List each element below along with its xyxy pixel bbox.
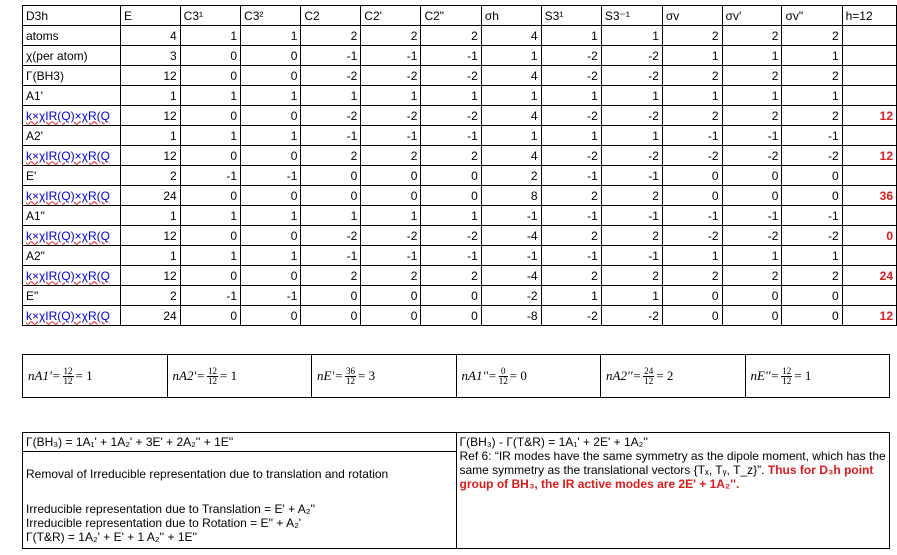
row-label: A2' bbox=[23, 126, 121, 146]
table-cell: 2 bbox=[481, 166, 541, 186]
table-cell: -2 bbox=[601, 146, 662, 166]
table-cell: -1 bbox=[361, 126, 421, 146]
n-count-fraction bbox=[63, 367, 74, 386]
header-op: C2' bbox=[361, 6, 421, 26]
n-count-cell: nA2' = $\frac{12}{12}$ = 1 bbox=[168, 355, 313, 397]
table-header-row bbox=[23, 6, 897, 26]
n-count-cell: nA1' = $\frac{12}{12}$ = 1 bbox=[23, 355, 168, 397]
table-cell: 0 bbox=[421, 286, 481, 306]
table-cell: -1 bbox=[601, 246, 662, 266]
character-table bbox=[22, 5, 897, 326]
table-cell: 1 bbox=[421, 86, 481, 106]
sum-cell bbox=[842, 46, 896, 66]
fraction-denominator: 12 bbox=[63, 375, 73, 386]
row-label: k×χIR(Q)×χR(Q bbox=[23, 146, 121, 166]
table-cell: 1 bbox=[541, 126, 601, 146]
table-cell: 1 bbox=[662, 86, 722, 106]
table-cell: 0 bbox=[782, 286, 842, 306]
table-cell: 0 bbox=[361, 166, 421, 186]
summary-right bbox=[457, 433, 890, 548]
sum-cell bbox=[842, 126, 896, 146]
table-cell: 0 bbox=[782, 186, 842, 206]
row-label: k×χIR(Q)×χR(Q bbox=[23, 226, 121, 246]
table-cell: 1 bbox=[662, 246, 722, 266]
table-cell: 2 bbox=[601, 266, 662, 286]
table-cell: -2 bbox=[782, 226, 842, 246]
table-cell: -1 bbox=[301, 126, 361, 146]
table-cell: 1 bbox=[361, 86, 421, 106]
sum-cell: 12 bbox=[842, 146, 896, 166]
n-count-label: nA1' bbox=[28, 368, 52, 383]
table-cell: 8 bbox=[481, 186, 541, 206]
table-cell: -2 bbox=[361, 66, 421, 86]
n-count-fraction bbox=[781, 367, 792, 386]
fraction-denominator: 12 bbox=[208, 375, 218, 386]
table-cell: 1 bbox=[481, 46, 541, 66]
table-cell: 2 bbox=[722, 66, 782, 86]
table-cell: 4 bbox=[481, 106, 541, 126]
table-cell: 12 bbox=[121, 146, 181, 166]
group-order: h=12 bbox=[842, 6, 896, 26]
table-cell: -2 bbox=[541, 66, 601, 86]
table-row bbox=[23, 46, 897, 66]
summary-box bbox=[22, 432, 890, 549]
table-cell: 1 bbox=[601, 126, 662, 146]
table-cell: 1 bbox=[601, 86, 662, 106]
header-op: C2" bbox=[421, 6, 481, 26]
table-cell: 0 bbox=[301, 186, 361, 206]
table-cell: 1 bbox=[481, 86, 541, 106]
table-cell: 1 bbox=[241, 206, 301, 226]
table-cell: 1 bbox=[662, 46, 722, 66]
header-op: C3² bbox=[241, 6, 301, 26]
table-cell: 0 bbox=[241, 186, 301, 206]
table-cell: 0 bbox=[241, 226, 301, 246]
table-cell: 2 bbox=[301, 146, 361, 166]
table-cell: 0 bbox=[361, 186, 421, 206]
n-count-result: = 3 bbox=[358, 368, 376, 383]
table-cell: 1 bbox=[601, 26, 662, 46]
table-cell: -2 bbox=[361, 226, 421, 246]
table-cell: -2 bbox=[601, 66, 662, 86]
table-cell: 2 bbox=[722, 106, 782, 126]
table-cell: -2 bbox=[421, 106, 481, 126]
table-row bbox=[23, 306, 897, 326]
table-cell: -2 bbox=[662, 226, 722, 246]
table-cell: 2 bbox=[301, 26, 361, 46]
table-cell: 4 bbox=[481, 66, 541, 86]
table-cell: 2 bbox=[601, 226, 662, 246]
n-count-result: = 1 bbox=[75, 368, 93, 383]
table-cell: 2 bbox=[722, 266, 782, 286]
table-cell: 1 bbox=[421, 206, 481, 226]
table-cell: -4 bbox=[481, 266, 541, 286]
table-cell: -2 bbox=[541, 46, 601, 66]
n-count-label: nA2' bbox=[172, 368, 197, 383]
table-cell: 1 bbox=[180, 206, 240, 226]
table-row bbox=[23, 126, 897, 146]
table-cell: -2 bbox=[301, 226, 361, 246]
table-cell: 1 bbox=[541, 26, 601, 46]
gamma-bh3: Γ(BH₃) = 1A₁' + 1A₂' + 3E' + 2A₂'' + 1E'' bbox=[26, 435, 234, 449]
header-op: E bbox=[121, 6, 181, 26]
table-cell: 0 bbox=[722, 306, 782, 326]
table-cell: -2 bbox=[782, 146, 842, 166]
table-cell: 2 bbox=[421, 266, 481, 286]
row-label: k×χIR(Q)×χR(Q bbox=[23, 306, 121, 326]
table-cell: 1 bbox=[121, 246, 181, 266]
table-cell: -1 bbox=[241, 166, 301, 186]
table-cell: 2 bbox=[662, 266, 722, 286]
table-row bbox=[23, 166, 897, 186]
table-cell: 24 bbox=[121, 186, 181, 206]
table-cell: 1 bbox=[301, 206, 361, 226]
table-cell: 12 bbox=[121, 106, 181, 126]
table-cell: 0 bbox=[180, 66, 240, 86]
fraction-denominator: 12 bbox=[644, 375, 654, 386]
sum-cell bbox=[842, 166, 896, 186]
table-cell: 1 bbox=[180, 126, 240, 146]
table-cell: 0 bbox=[421, 186, 481, 206]
table-cell: -1 bbox=[421, 246, 481, 266]
table-cell: 2 bbox=[541, 226, 601, 246]
table-cell: -1 bbox=[722, 126, 782, 146]
row-label: Γ(BH3) bbox=[23, 66, 121, 86]
table-cell: -1 bbox=[301, 246, 361, 266]
table-cell: -1 bbox=[782, 206, 842, 226]
header-op: σv" bbox=[782, 6, 842, 26]
table-cell: -1 bbox=[481, 206, 541, 226]
table-cell: 2 bbox=[541, 186, 601, 206]
table-cell: 0 bbox=[180, 186, 240, 206]
table-row bbox=[23, 246, 897, 266]
table-cell: 2 bbox=[662, 26, 722, 46]
table-cell: 0 bbox=[782, 166, 842, 186]
table-cell: 1 bbox=[180, 246, 240, 266]
table-cell: -2 bbox=[361, 106, 421, 126]
table-cell: 1 bbox=[361, 206, 421, 226]
table-cell: 0 bbox=[722, 186, 782, 206]
table-row bbox=[23, 266, 897, 286]
table-row bbox=[23, 26, 897, 46]
summary-left bbox=[23, 433, 457, 548]
table-cell: 2 bbox=[782, 66, 842, 86]
n-count-cell: nE' = $\frac{36}{12}$ = 3 bbox=[312, 355, 457, 397]
table-cell: 0 bbox=[241, 306, 301, 326]
n-count-cell: nE'' = $\frac{12}{12}$ = 1 bbox=[750, 365, 812, 386]
row-label: A2" bbox=[23, 246, 121, 266]
sum-cell bbox=[842, 286, 896, 306]
n-count-label: nE' bbox=[317, 368, 335, 383]
table-cell: 0 bbox=[662, 306, 722, 326]
table-cell: -2 bbox=[421, 66, 481, 86]
table-row bbox=[23, 106, 897, 126]
table-cell: 2 bbox=[541, 266, 601, 286]
n-count-fraction bbox=[499, 367, 508, 386]
table-cell: -2 bbox=[541, 146, 601, 166]
table-cell: 0 bbox=[241, 106, 301, 126]
table-cell: 1 bbox=[241, 126, 301, 146]
table-cell: 0 bbox=[301, 166, 361, 186]
table-cell: 0 bbox=[782, 306, 842, 326]
fraction-denominator: 12 bbox=[498, 375, 508, 386]
table-cell: 1 bbox=[722, 46, 782, 66]
table-cell: 24 bbox=[121, 306, 181, 326]
row-label: atoms bbox=[23, 26, 121, 46]
table-cell: -2 bbox=[601, 106, 662, 126]
table-cell: 0 bbox=[241, 266, 301, 286]
table-cell: 1 bbox=[301, 86, 361, 106]
table-cell: 2 bbox=[121, 286, 181, 306]
table-cell: 1 bbox=[722, 246, 782, 266]
n-count-label: nA1'' bbox=[461, 368, 489, 383]
table-cell: -1 bbox=[541, 166, 601, 186]
table-cell: 1 bbox=[121, 86, 181, 106]
fraction-numerator: 0 bbox=[499, 367, 508, 377]
group-label: D3h bbox=[23, 6, 121, 26]
table-cell: 0 bbox=[301, 286, 361, 306]
header-op: σh bbox=[481, 6, 541, 26]
table-cell: 12 bbox=[121, 226, 181, 246]
fraction-numerator: 12 bbox=[782, 365, 792, 376]
table-row bbox=[23, 286, 897, 306]
table-cell: 0 bbox=[662, 166, 722, 186]
sum-cell: 12 bbox=[842, 306, 896, 326]
table-cell: -1 bbox=[662, 206, 722, 226]
table-cell: -2 bbox=[301, 66, 361, 86]
fraction-denominator: 12 bbox=[346, 375, 356, 386]
reference-text: Ref 6: “IR modes have the same symmetry as the dipole moment, which has the same symmetry as the translational vectors {Tₓ, Tᵧ, T_z}”. bbox=[459, 449, 886, 477]
header-op: S3⁻¹ bbox=[601, 6, 662, 26]
table-cell: 2 bbox=[722, 26, 782, 46]
table-cell: 0 bbox=[180, 226, 240, 246]
sum-cell bbox=[842, 246, 896, 266]
n-count-result: = 2 bbox=[656, 368, 674, 383]
table-cell: 0 bbox=[180, 266, 240, 286]
sum-cell bbox=[842, 206, 896, 226]
gamma-tr: Γ(T&R) = 1A₂' + E' + 1 A₂'' + 1E'' bbox=[26, 530, 198, 544]
table-cell: 1 bbox=[601, 286, 662, 306]
header-op: C3¹ bbox=[180, 6, 240, 26]
n-count-result: = 1 bbox=[220, 368, 238, 383]
row-label: k×χIR(Q)×χR(Q bbox=[23, 186, 121, 206]
table-cell: 2 bbox=[421, 26, 481, 46]
table-cell: 1 bbox=[541, 86, 601, 106]
sum-cell bbox=[842, 86, 896, 106]
table-cell: -4 bbox=[481, 226, 541, 246]
table-cell: 2 bbox=[421, 146, 481, 166]
header-op: σv bbox=[662, 6, 722, 26]
table-cell: -1 bbox=[601, 166, 662, 186]
table-cell: -1 bbox=[421, 126, 481, 146]
table-cell: 2 bbox=[301, 266, 361, 286]
table-cell: 0 bbox=[180, 146, 240, 166]
table-row bbox=[23, 226, 897, 246]
row-label: k×χIR(Q)×χR(Q bbox=[23, 106, 121, 126]
n-count-result: = 1 bbox=[794, 368, 812, 383]
table-cell: -2 bbox=[301, 106, 361, 126]
table-cell: 2 bbox=[782, 106, 842, 126]
table-cell: 0 bbox=[662, 286, 722, 306]
table-cell: -2 bbox=[601, 306, 662, 326]
table-cell: 0 bbox=[241, 146, 301, 166]
table-cell: -2 bbox=[421, 226, 481, 246]
table-cell: 0 bbox=[421, 166, 481, 186]
table-cell: 2 bbox=[782, 266, 842, 286]
table-cell: 3 bbox=[121, 46, 181, 66]
table-cell: -8 bbox=[481, 306, 541, 326]
table-cell: -1 bbox=[421, 46, 481, 66]
table-cell: 1 bbox=[481, 126, 541, 146]
sum-cell: 0 bbox=[842, 226, 896, 246]
conclusion-text: Thus for D₃h point group of BH₃, the IR active modes are 2E' + 1A₂''. bbox=[459, 463, 874, 491]
table-cell: 2 bbox=[361, 266, 421, 286]
n-count-cell: nA1'' = $\frac{0}{12}$ = 0 bbox=[457, 355, 602, 397]
table-cell: 0 bbox=[662, 186, 722, 206]
n-count-cell: nA2'' = $\frac{24}{12}$ = 2 bbox=[601, 355, 746, 397]
table-cell: 0 bbox=[722, 286, 782, 306]
table-cell: 2 bbox=[662, 106, 722, 126]
removal-text: Removal of Irreducible representation due to translation and rotation bbox=[26, 467, 389, 481]
table-cell: 4 bbox=[121, 26, 181, 46]
fraction-denominator: 12 bbox=[782, 375, 792, 386]
sum-cell: 24 bbox=[842, 266, 896, 286]
table-cell: 0 bbox=[241, 66, 301, 86]
table-cell: 0 bbox=[361, 306, 421, 326]
table-cell: 12 bbox=[121, 266, 181, 286]
table-cell: -1 bbox=[541, 206, 601, 226]
table-cell: 1 bbox=[782, 46, 842, 66]
n-count-fraction bbox=[643, 367, 654, 386]
row-label: A1" bbox=[23, 206, 121, 226]
translation-text: Irreducible representation due to Translation = E' + A₂'' bbox=[26, 502, 316, 516]
table-cell: 4 bbox=[481, 146, 541, 166]
fraction-numerator: 12 bbox=[63, 365, 73, 376]
row-label: k×χIR(Q)×χR(Q bbox=[23, 266, 121, 286]
table-row bbox=[23, 146, 897, 166]
fraction-numerator: 12 bbox=[208, 365, 218, 376]
row-label: χ(per atom) bbox=[23, 46, 121, 66]
n-count-label: nE'' bbox=[750, 368, 771, 383]
table-row bbox=[23, 186, 897, 206]
header-op: C2 bbox=[301, 6, 361, 26]
table-cell: 2 bbox=[361, 26, 421, 46]
table-cell: 1 bbox=[241, 86, 301, 106]
table-cell: -1 bbox=[601, 206, 662, 226]
table-cell: 0 bbox=[361, 286, 421, 306]
table-cell: -1 bbox=[722, 206, 782, 226]
n-count-fraction bbox=[345, 367, 356, 386]
table-cell: -1 bbox=[782, 126, 842, 146]
row-label: A1' bbox=[23, 86, 121, 106]
table-cell: -1 bbox=[541, 246, 601, 266]
table-cell: 2 bbox=[662, 66, 722, 86]
table-cell: -2 bbox=[481, 286, 541, 306]
table-cell: -1 bbox=[241, 286, 301, 306]
table-cell: 2 bbox=[601, 186, 662, 206]
sum-cell bbox=[842, 66, 896, 86]
table-cell: 0 bbox=[180, 306, 240, 326]
table-cell: 1 bbox=[121, 206, 181, 226]
table-cell: 1 bbox=[121, 126, 181, 146]
table-cell: -1 bbox=[180, 286, 240, 306]
table-row bbox=[23, 206, 897, 226]
fraction-numerator: 36 bbox=[346, 365, 356, 376]
table-cell: 0 bbox=[180, 46, 240, 66]
table-cell: 0 bbox=[301, 306, 361, 326]
rotation-text: Irreducible representation due to Rotation = E'' + A₂' bbox=[26, 516, 302, 530]
table-cell: -1 bbox=[361, 246, 421, 266]
table-cell: 1 bbox=[180, 26, 240, 46]
table-cell: 12 bbox=[121, 66, 181, 86]
table-cell: -1 bbox=[481, 246, 541, 266]
table-cell: -2 bbox=[662, 146, 722, 166]
table-cell: 2 bbox=[782, 26, 842, 46]
gamma-difference: Γ(BH₃) - Γ(T&R) = 1A₁' + 2E' + 1A₂'' bbox=[459, 435, 648, 449]
table-row bbox=[23, 66, 897, 86]
table-cell: 1 bbox=[241, 246, 301, 266]
sum-cell bbox=[842, 26, 896, 46]
table-cell: -2 bbox=[722, 226, 782, 246]
table-cell: -1 bbox=[361, 46, 421, 66]
n-count-fraction bbox=[207, 367, 218, 386]
table-cell: -2 bbox=[541, 306, 601, 326]
sum-cell: 12 bbox=[842, 106, 896, 126]
row-label: E" bbox=[23, 286, 121, 306]
table-row bbox=[23, 86, 897, 106]
table-cell: 4 bbox=[481, 26, 541, 46]
table-cell: -1 bbox=[662, 126, 722, 146]
n-count-result: = 0 bbox=[509, 368, 527, 383]
table-cell: -2 bbox=[541, 106, 601, 126]
table-cell: -1 bbox=[180, 166, 240, 186]
row-label: E' bbox=[23, 166, 121, 186]
table-cell: 1 bbox=[180, 86, 240, 106]
table-cell: 0 bbox=[421, 306, 481, 326]
table-cell: 1 bbox=[782, 246, 842, 266]
table-cell: 0 bbox=[180, 106, 240, 126]
sum-cell: 36 bbox=[842, 186, 896, 206]
header-op: σv' bbox=[722, 6, 782, 26]
table-cell: 0 bbox=[722, 166, 782, 186]
table-cell: -2 bbox=[722, 146, 782, 166]
table-cell: 1 bbox=[541, 286, 601, 306]
table-cell: 0 bbox=[241, 46, 301, 66]
table-cell: -1 bbox=[301, 46, 361, 66]
table-cell: 2 bbox=[361, 146, 421, 166]
header-op: S3¹ bbox=[541, 6, 601, 26]
n-counts-row bbox=[22, 354, 890, 398]
table-cell: 2 bbox=[121, 166, 181, 186]
n-count-label: nA2'' bbox=[606, 368, 633, 383]
table-cell: 1 bbox=[782, 86, 842, 106]
table-cell: -2 bbox=[601, 46, 662, 66]
table-cell: 1 bbox=[241, 26, 301, 46]
fraction-numerator: 24 bbox=[644, 365, 654, 376]
table-cell: 1 bbox=[722, 86, 782, 106]
